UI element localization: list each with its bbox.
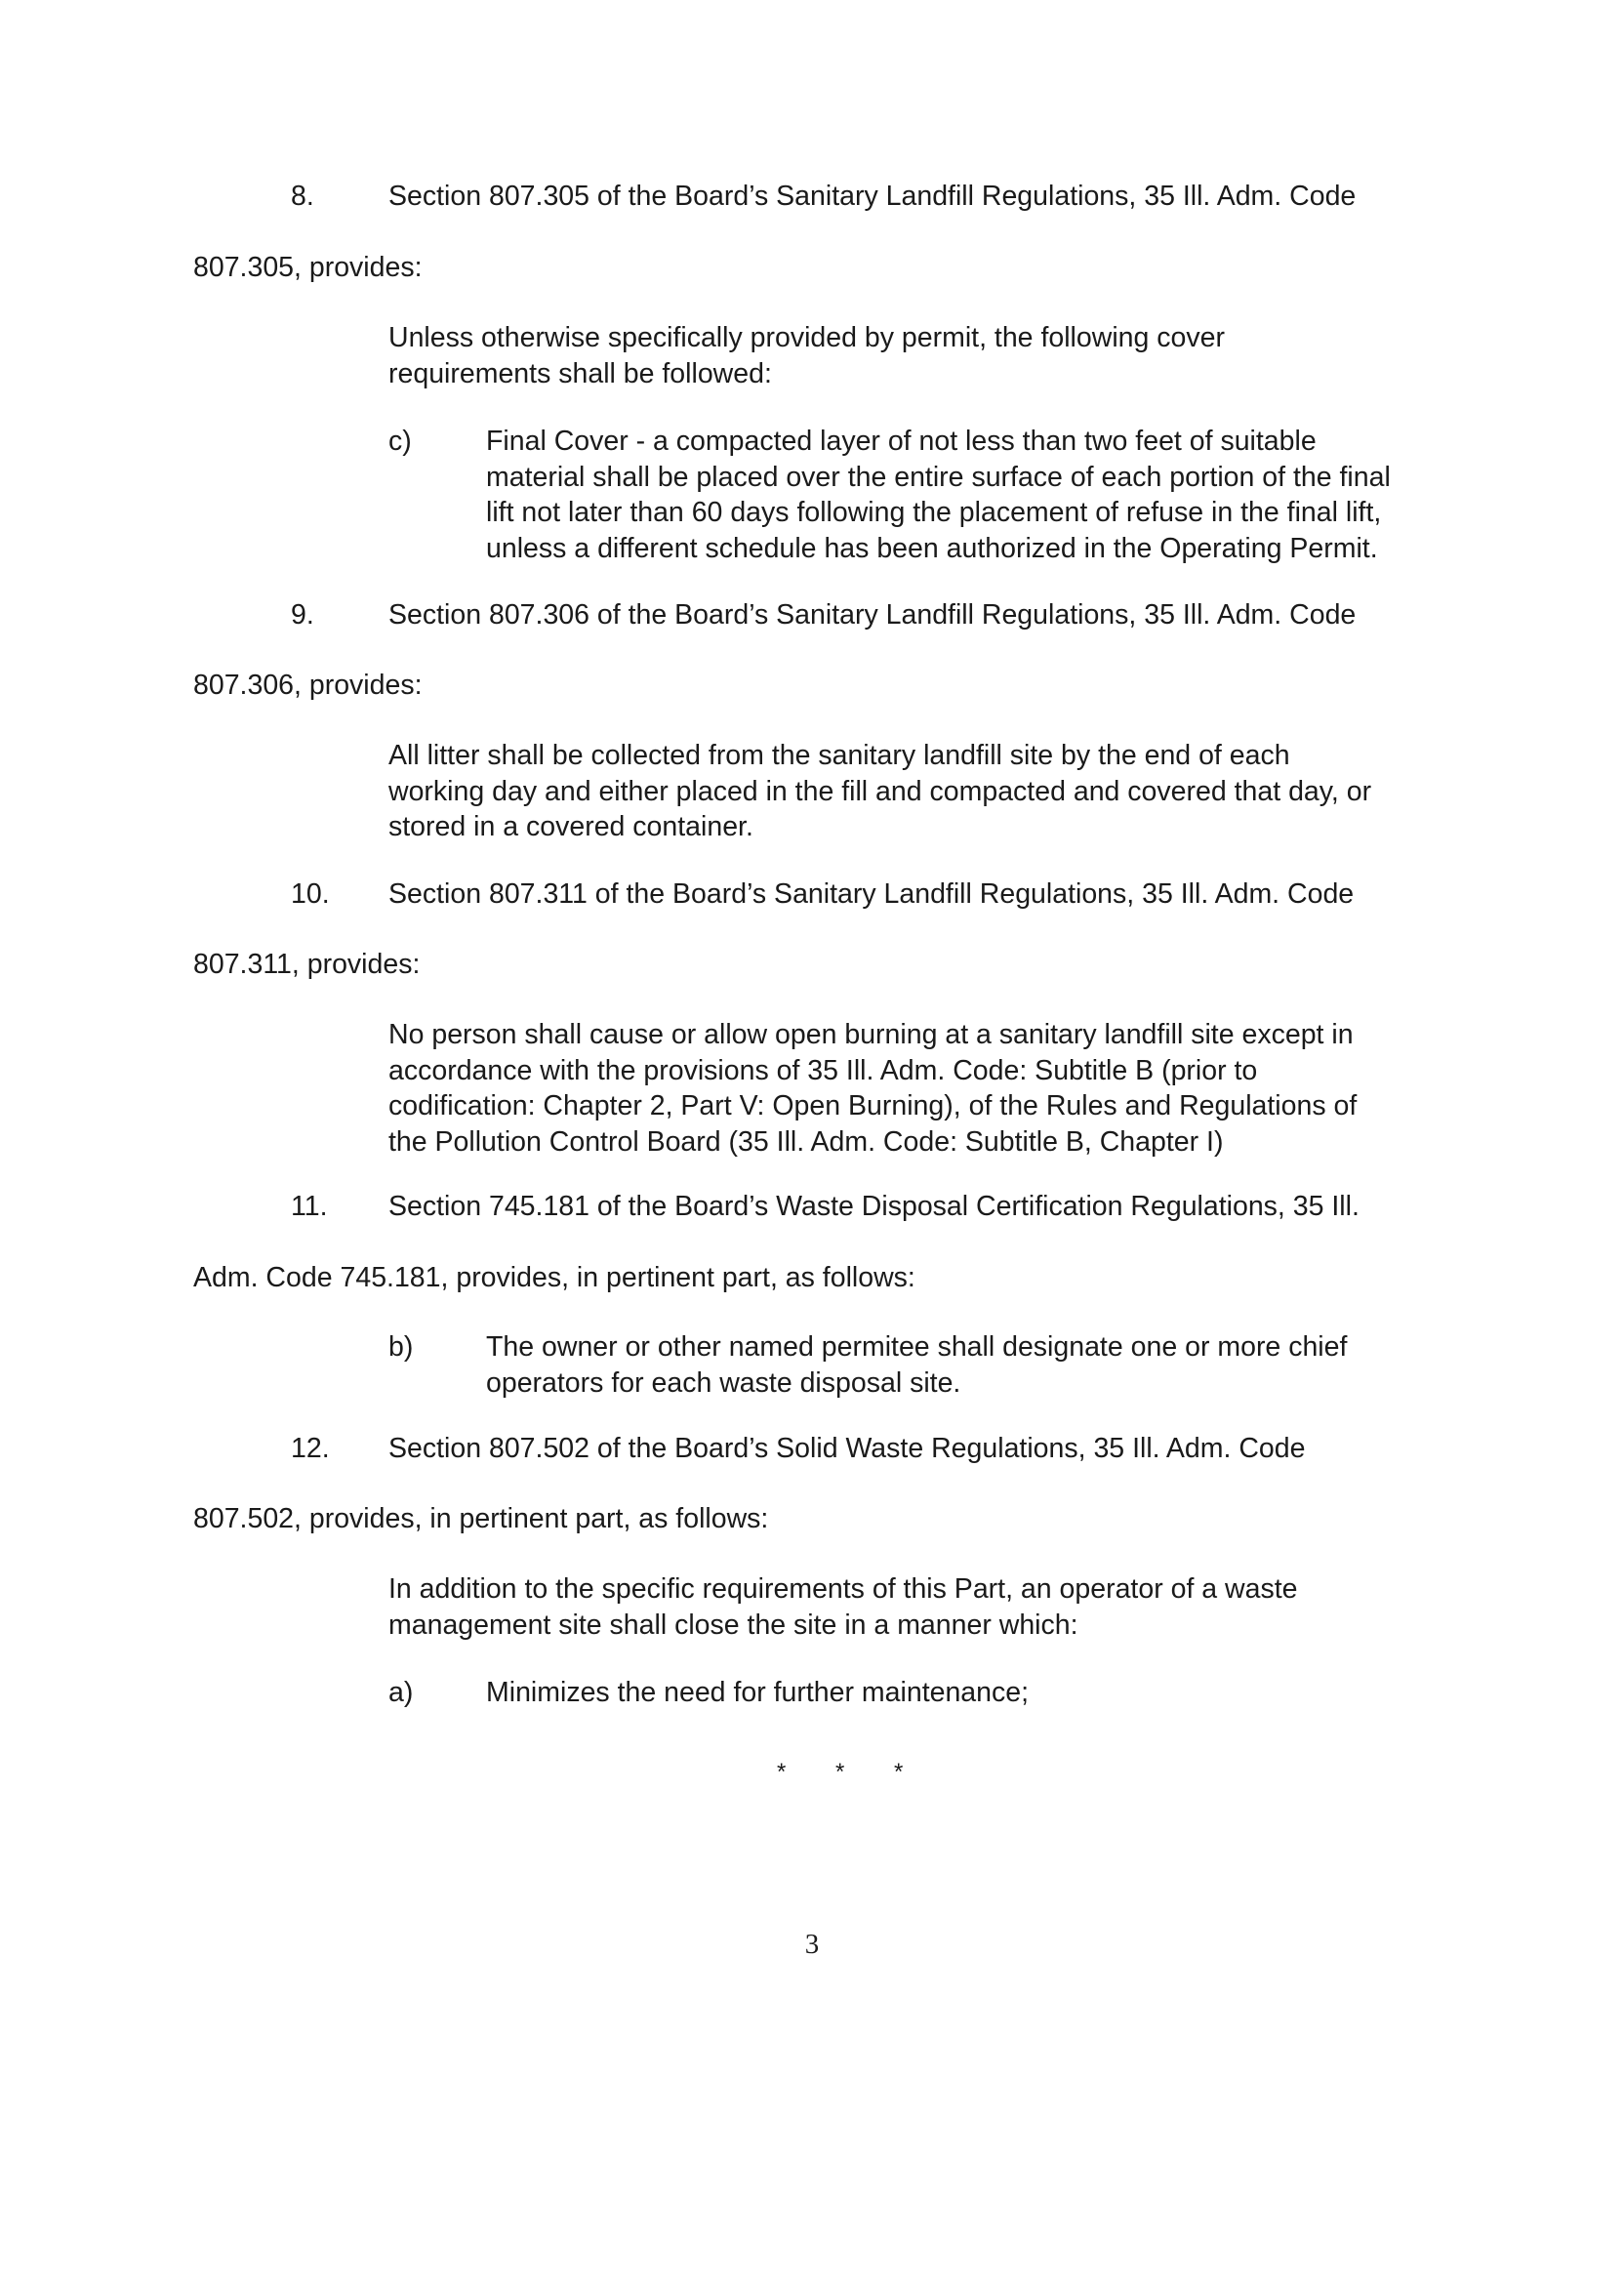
- item-a-label: a): [388, 1677, 414, 1708]
- paragraph-10-text: Section 807.311 of the Board’s Sanitary Landfill Regulations, 35 Ill. Adm. Code: [388, 878, 1355, 910]
- quote-line: All litter shall be collected from the sanitary landfill site by the end of each: [388, 740, 1290, 771]
- paragraph-10-number: 10.: [291, 878, 330, 910]
- paragraph-9-continuation: 807.306, provides:: [193, 670, 423, 701]
- paragraph-8-continuation: 807.305, provides:: [193, 252, 423, 283]
- item-a-text: Minimizes the need for further maintenance;: [486, 1677, 1030, 1708]
- paragraph-9-text: Section 807.306 of the Board’s Sanitary Landfill Regulations, 35 Ill. Adm. Code: [388, 599, 1357, 631]
- quote-line: requirements shall be followed:: [388, 357, 772, 389]
- quote-line: codification: Chapter 2, Part V: Open Burning), of the Rules and Regulations of: [388, 1090, 1358, 1121]
- quote-line: working day and either placed in the fill and compacted and covered that day, or: [388, 775, 1372, 807]
- quote-line: In addition to the specific requirements of this Part, an operator of a waste: [388, 1573, 1298, 1605]
- quote-line: the Pollution Control Board (35 Ill. Adm. Code: Subtitle B, Chapter I): [388, 1125, 1224, 1158]
- quote-line: unless a different schedule has been authorized in the Operating Permit.: [486, 532, 1378, 564]
- paragraph-9-number: 9.: [291, 599, 314, 631]
- quote-line: accordance with the provisions of 35 Ill. Adm. Code: Subtitle B (prior to: [388, 1054, 1258, 1086]
- quote-line: operators for each waste disposal site.: [486, 1366, 961, 1399]
- quote-line: lift not later than 60 days following the placement of refuse in the final lift,: [486, 497, 1382, 528]
- paragraph-12-text: Section 807.502 of the Board’s Solid Waste Regulations, 35 Ill. Adm. Code: [388, 1433, 1306, 1464]
- paragraph-11-continuation: Adm. Code 745.181, provides, in pertinent part, as follows:: [193, 1262, 915, 1293]
- paragraph-12-number: 12.: [291, 1433, 330, 1464]
- page-number: 3: [804, 1929, 820, 1960]
- quote-line: The owner or other named permitee shall designate one or more chief: [486, 1331, 1348, 1363]
- item-b-label: b): [388, 1331, 414, 1363]
- paragraph-11-text: Section 745.181 of the Board’s Waste Disposal Certification Regulations, 35 Ill.: [388, 1191, 1360, 1222]
- paragraph-10-continuation: 807.311, provides:: [193, 949, 421, 980]
- quote-line: material shall be placed over the entire surface of each portion of the final: [486, 461, 1391, 493]
- paragraph-11-number: 11.: [291, 1191, 328, 1222]
- paragraph-12-continuation: 807.502, provides, in pertinent part, as follows:: [193, 1503, 769, 1534]
- quote-807-306: [388, 738, 1511, 845]
- paragraph-8-text: Section 807.305 of the Board’s Sanitary Landfill Regulations, 35 Ill. Adm. Code: [388, 181, 1357, 212]
- quote-807-502-intro: [388, 1571, 1511, 1643]
- quote-line: No person shall cause or allow open burning at a sanitary landfill site except in: [388, 1019, 1354, 1050]
- item-c-text: [486, 424, 1560, 566]
- quote-line: Unless otherwise specifically provided by permit, the following cover: [388, 322, 1225, 353]
- quote-807-305-intro: [388, 320, 1462, 391]
- quote-807-311: [388, 1017, 1511, 1160]
- omission-asterisks: * * *: [777, 1759, 925, 1785]
- paragraph-8-number: 8.: [291, 181, 314, 212]
- item-c-label: c): [388, 426, 412, 457]
- quote-line: Final Cover - a compacted layer of not less than two feet of suitable: [486, 426, 1317, 457]
- quote-line: stored in a covered container.: [388, 811, 753, 842]
- item-b-text: [486, 1329, 1511, 1401]
- quote-line: management site shall close the site in a manner which:: [388, 1609, 1078, 1641]
